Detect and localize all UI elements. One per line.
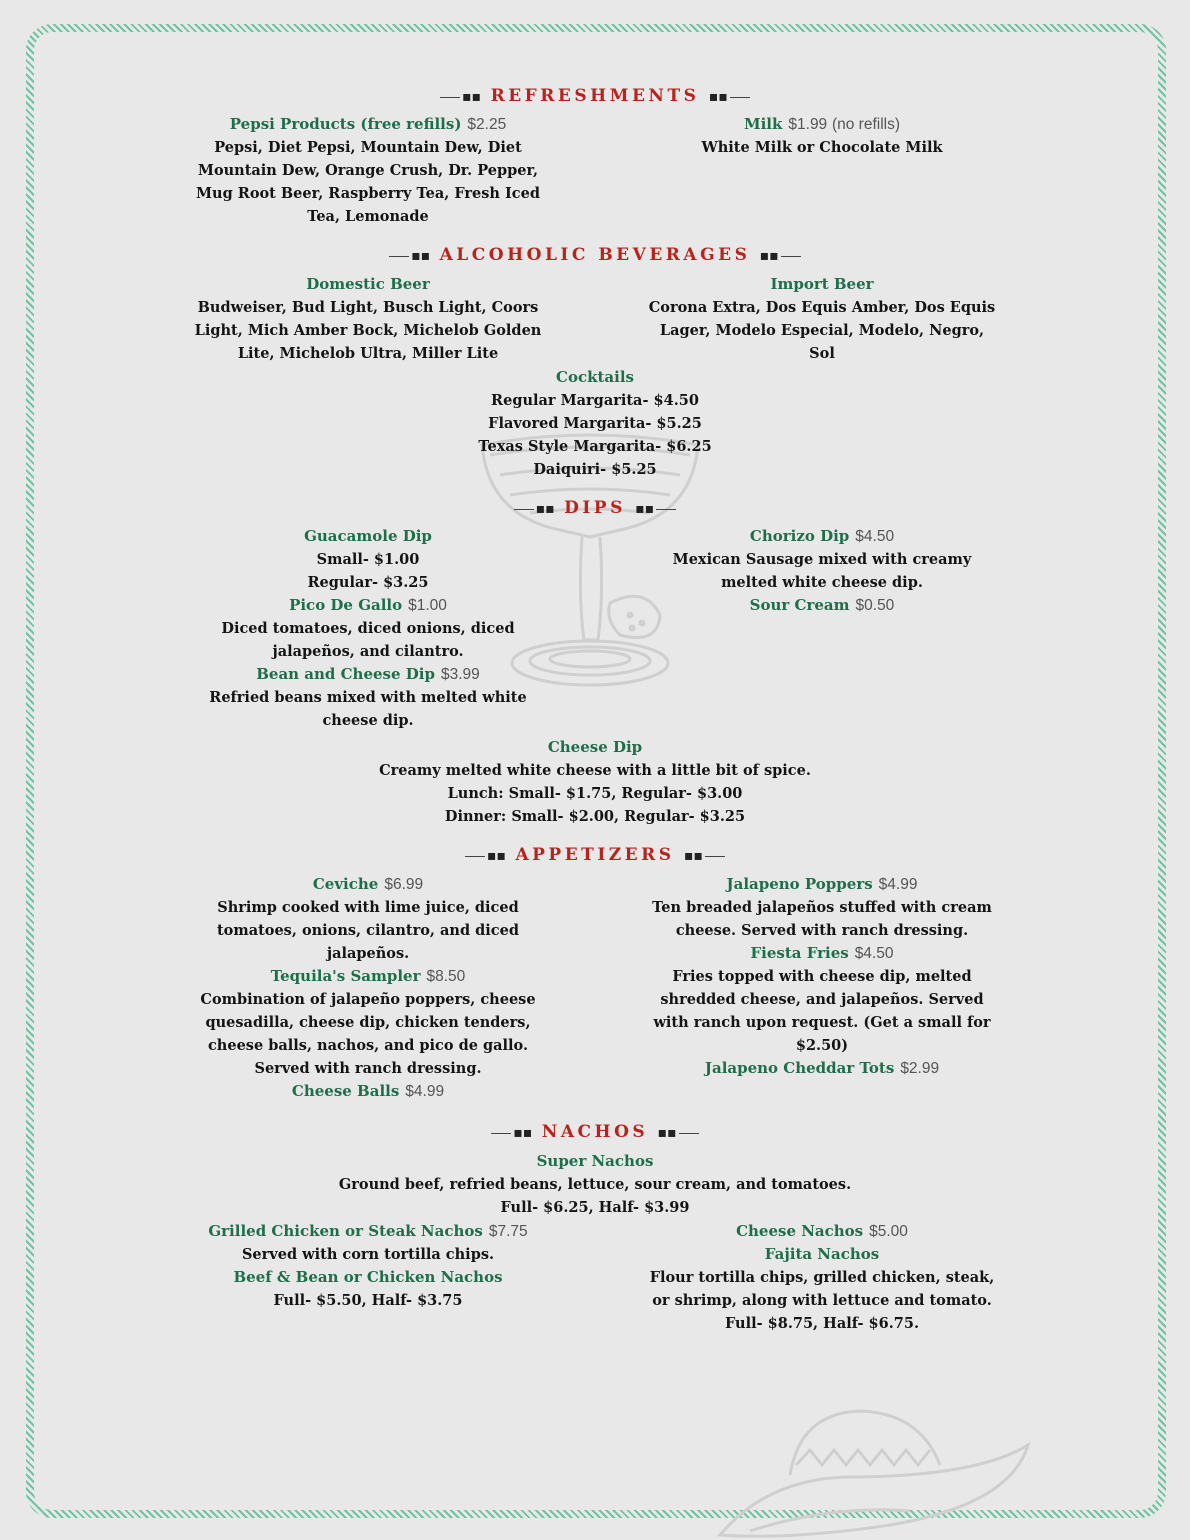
item-name: Cheese Balls — [291, 1082, 400, 1100]
item-name: Grilled Chicken or Steak Nachos — [208, 1222, 483, 1240]
section-heading-alcoholic: ▪▪ ALCOHOLIC BEVERAGES ▪▪ — [0, 245, 1190, 265]
item-desc: Flour tortilla chips, grilled chicken, steak, — [649, 1269, 995, 1286]
item-desc: jalapeños, and cilantro. — [272, 643, 464, 660]
menu-item-milk — [642, 113, 1002, 159]
item-name: Tequila's Sampler — [270, 967, 421, 985]
item-desc: Combination of jalapeño poppers, cheese — [200, 991, 536, 1008]
item-name: Milk — [743, 115, 783, 133]
dot-ornament: ▪▪ — [760, 248, 803, 264]
dot-ornament: ▪▪ — [635, 501, 678, 517]
item-desc: cheese. Served with ranch dressing. — [675, 922, 969, 939]
item-desc: Daiquiri- $5.25 — [533, 461, 657, 478]
item-desc: Ground beef, refried beans, lettuce, sour cream, and tomatoes. — [338, 1176, 852, 1193]
item-desc: Regular Margarita- $4.50 — [491, 392, 699, 409]
item-desc: Texas Style Margarita- $6.25 — [478, 438, 712, 455]
item-desc: cheese dip. — [322, 712, 414, 729]
item-name: Guacamole Dip — [304, 527, 432, 545]
menu-item-domestic-beer — [188, 273, 548, 365]
item-price: $2.99 — [900, 1060, 940, 1077]
menu-item-cocktails — [395, 366, 795, 481]
menu-item-super-nachos — [295, 1150, 895, 1219]
item-desc: shredded cheese, and jalapeños. Served — [660, 991, 984, 1008]
item-desc: Lager, Modelo Especial, Modelo, Negro, — [659, 322, 985, 339]
item-name: Cheese Dip — [547, 738, 643, 756]
item-desc: Full- $5.50, Half- $3.75 — [273, 1292, 463, 1309]
item-note: (no refills) — [831, 116, 901, 133]
item-price: $0.50 — [855, 597, 895, 614]
item-desc: Pepsi, Diet Pepsi, Mountain Dew, Diet — [214, 139, 522, 156]
item-name: Fiesta Fries — [750, 944, 849, 962]
dot-ornament: ▪▪ — [463, 848, 506, 864]
item-desc: jalapeños. — [326, 945, 410, 962]
item-name: Jalapeno Cheddar Tots — [704, 1059, 895, 1077]
item-desc: cheese balls, nachos, and pico de gallo. — [207, 1037, 529, 1054]
item-name: Ceviche — [312, 875, 379, 893]
menu-item-cheese-dip — [295, 736, 895, 828]
menu-column-nachos-right — [637, 1220, 1007, 1335]
item-desc: quesadilla, cheese dip, chicken tenders, — [205, 1014, 531, 1031]
section-heading-appetizers: ▪▪ APPETIZERS ▪▪ — [0, 845, 1190, 865]
item-name: Sour Cream — [749, 596, 850, 614]
item-name: Super Nachos — [536, 1152, 654, 1170]
item-desc: Lunch: Small- $1.75, Regular- $3.00 — [447, 785, 743, 802]
item-desc: Refried beans mixed with melted white — [209, 689, 527, 706]
item-name: Domestic Beer — [306, 275, 430, 293]
item-price: $3.99 — [440, 666, 480, 683]
item-name: Pico De Gallo — [289, 596, 403, 614]
item-desc: Mexican Sausage mixed with creamy — [672, 551, 972, 568]
menu-column-dips-right — [642, 525, 1002, 617]
item-desc: Ten breaded jalapeños stuffed with cream — [652, 899, 992, 916]
item-desc: Full- $8.75, Half- $6.75. — [724, 1315, 919, 1332]
item-desc: $2.50) — [795, 1037, 849, 1054]
item-desc: Corona Extra, Dos Equis Amber, Dos Equis — [648, 299, 996, 316]
item-desc: Light, Mich Amber Bock, Michelob Golden — [194, 322, 542, 339]
item-price: $8.50 — [426, 968, 466, 985]
item-desc: Mug Root Beer, Raspberry Tea, Fresh Iced — [196, 185, 540, 202]
dot-ornament: ▪▪ — [387, 248, 430, 264]
item-name: Chorizo Dip — [749, 527, 850, 545]
item-price: $1.00 — [408, 597, 447, 614]
item-name: Bean and Cheese Dip — [256, 665, 435, 683]
item-desc: Shrimp cooked with lime juice, diced — [217, 899, 519, 916]
item-price: $7.75 — [488, 1223, 528, 1240]
item-price: $6.99 — [384, 876, 424, 893]
section-heading-nachos: ▪▪ NACHOS ▪▪ — [0, 1122, 1190, 1142]
item-price: $1.99 — [788, 116, 828, 133]
dot-ornament: ▪▪ — [489, 1125, 532, 1141]
item-desc: Served with corn tortilla chips. — [241, 1246, 495, 1263]
item-name: Beef & Bean or Chicken Nachos — [233, 1268, 503, 1286]
item-name: Import Beer — [770, 275, 874, 293]
item-desc: Creamy melted white cheese with a little bit of spice. — [379, 762, 811, 779]
item-desc: Regular- $3.25 — [307, 574, 429, 591]
item-desc: Small- $1.00 — [316, 551, 420, 568]
item-name: Cheese Nachos — [736, 1222, 864, 1240]
item-price: $4.50 — [855, 528, 895, 545]
item-price: $2.25 — [467, 116, 507, 133]
item-desc: Fries topped with cheese dip, melted — [672, 968, 972, 985]
item-desc: Dinner: Small- $2.00, Regular- $3.25 — [444, 808, 746, 825]
dot-ornament: ▪▪ — [512, 501, 555, 517]
dot-ornament: ▪▪ — [709, 89, 752, 105]
item-desc: melted white cheese dip. — [721, 574, 923, 591]
menu-column-nachos-left — [183, 1220, 553, 1312]
item-desc: Mountain Dew, Orange Crush, Dr. Pepper, — [197, 162, 539, 179]
menu-item-import-beer — [642, 273, 1002, 365]
dot-ornament: ▪▪ — [438, 89, 481, 105]
item-desc: Full- $6.25, Half- $3.99 — [500, 1199, 690, 1216]
item-price: $4.99 — [878, 876, 918, 893]
item-name: Pepsi Products (free refills) — [229, 115, 462, 133]
item-desc: Served with ranch dressing. — [254, 1060, 482, 1077]
section-heading-refreshments: ▪▪ REFRESHMENTS ▪▪ — [0, 86, 1190, 106]
item-desc: Diced tomatoes, diced onions, diced — [221, 620, 515, 637]
item-desc: Budweiser, Bud Light, Busch Light, Coors — [197, 299, 539, 316]
item-price: $4.99 — [405, 1083, 445, 1100]
item-desc: White Milk or Chocolate Milk — [701, 139, 943, 156]
item-price: $4.50 — [854, 945, 894, 962]
menu-column-appetizers-left — [183, 873, 553, 1103]
item-desc: Sol — [809, 345, 835, 362]
item-name: Fajita Nachos — [764, 1245, 880, 1263]
item-desc: with ranch upon request. (Get a small for — [653, 1014, 991, 1031]
item-desc: tomatoes, onions, cilantro, and diced — [216, 922, 519, 939]
section-heading-dips: ▪▪ DIPS ▪▪ — [0, 498, 1190, 518]
item-desc: Flavored Margarita- $5.25 — [488, 415, 702, 432]
item-name: Jalapeno Poppers — [726, 875, 873, 893]
item-desc: or shrimp, along with lettuce and tomato. — [652, 1292, 992, 1309]
dot-ornament: ▪▪ — [684, 848, 727, 864]
menu-column-dips-left — [188, 525, 548, 732]
item-desc: Lite, Michelob Ultra, Miller Lite — [237, 345, 499, 362]
menu-column-appetizers-right — [637, 873, 1007, 1080]
item-desc: Tea, Lemonade — [307, 208, 429, 225]
item-price: $5.00 — [869, 1223, 908, 1240]
menu-item-pepsi — [188, 113, 548, 228]
item-name: Cocktails — [556, 368, 634, 386]
dot-ornament: ▪▪ — [658, 1125, 701, 1141]
